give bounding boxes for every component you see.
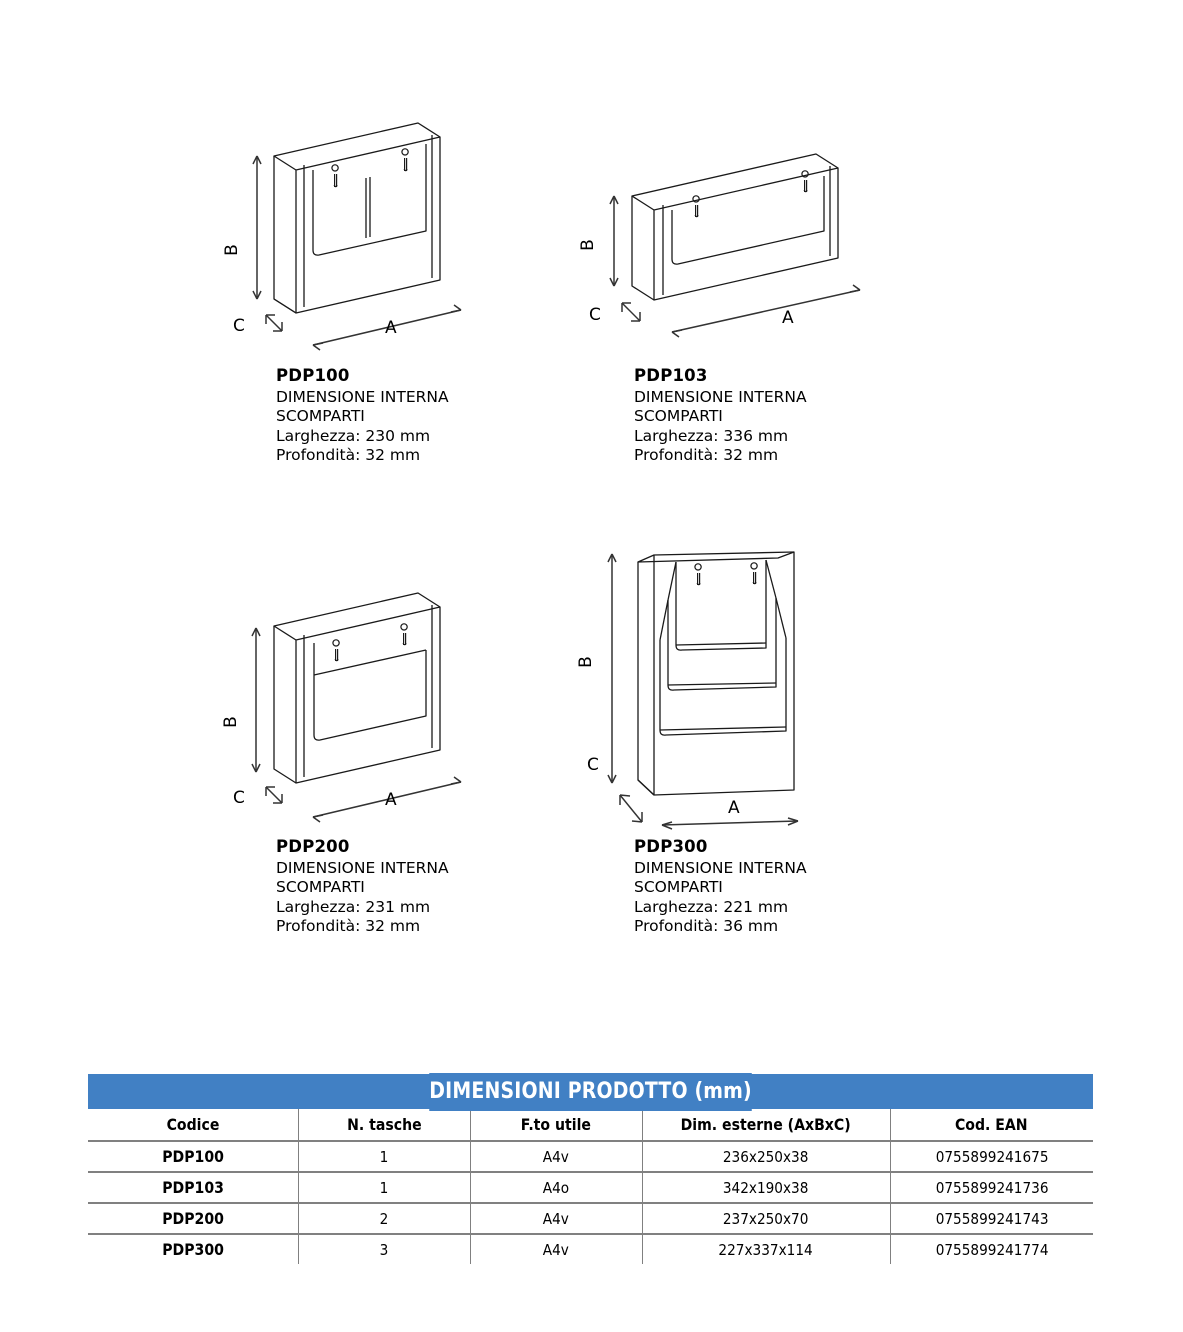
dimension-label-b: B <box>221 244 242 256</box>
cell-ean: 0755899241774 <box>935 1240 1049 1259</box>
cell-codice: PDP200 <box>88 1203 298 1234</box>
cell-esterne: 342x190x38 <box>642 1172 890 1203</box>
keyhole-slot-icon <box>333 640 339 661</box>
table-banner <box>88 1074 1093 1109</box>
spec-heading-line1: DIMENSIONE INTERNA <box>634 858 807 877</box>
spec-profondita: Profondità: 32 mm <box>276 917 421 936</box>
dimension-label-b: B <box>575 656 596 668</box>
product-code: PDP103 <box>634 366 708 385</box>
dimension-arrow-b <box>608 554 616 783</box>
cell-ean: 0755899241675 <box>890 1141 1093 1172</box>
spec-heading-line2: SCOMPARTI <box>276 407 365 426</box>
keyhole-slot-icon <box>693 196 699 217</box>
cell-esterne: 237x250x70 <box>642 1203 890 1234</box>
cell-ean: 0755899241743 <box>890 1203 1093 1234</box>
spec-larghezza: Larghezza: 231 mm <box>276 897 431 916</box>
spec-heading-line1: DIMENSIONE INTERNA <box>634 387 807 406</box>
spec-heading-line1: DIMENSIONE INTERNA <box>276 387 449 406</box>
keyhole-slot-icon <box>332 165 338 187</box>
spec-pdp300 <box>634 836 807 937</box>
cell-esterne: 236x250x38 <box>642 1141 890 1172</box>
table-header-fto: F.to utile <box>470 1109 642 1141</box>
dimension-label-b: B <box>577 239 598 251</box>
spec-larghezza: Larghezza: 221 mm <box>634 897 789 916</box>
cell-fto: A4v <box>470 1141 642 1172</box>
keyhole-slot-icon <box>802 171 808 192</box>
spec-profondita: Profondità: 32 mm <box>276 446 421 465</box>
drawing-pdp103 <box>577 60 906 350</box>
dimension-arrow-a <box>662 818 798 829</box>
dimension-arrow-c <box>622 303 640 321</box>
table-header-esterne: Dim. esterne (AxBxC) <box>642 1109 890 1141</box>
dimensions-table <box>88 1074 1093 1264</box>
spec-pdp100 <box>276 365 449 466</box>
technical-drawing-pdp200 <box>218 540 518 830</box>
dimension-label-c: C <box>233 788 245 808</box>
table-header-row <box>88 1109 1093 1141</box>
dimension-label-a: A <box>385 790 397 810</box>
cell-tasche: 1 <box>298 1141 470 1172</box>
table-header-codice: Codice <box>88 1109 298 1141</box>
spec-heading-line2: SCOMPARTI <box>276 878 365 897</box>
keyhole-slot-icon <box>751 563 757 584</box>
dimension-arrow-c <box>266 315 282 331</box>
drawing-pdp100 <box>221 60 548 350</box>
dimension-label-c: C <box>587 755 599 775</box>
technical-drawing-pdp300 <box>576 540 876 840</box>
product-code: PDP200 <box>276 837 350 856</box>
table-row <box>88 1234 1093 1264</box>
table-banner-title: DIMENSIONI PRODOTTO (mm) <box>429 1073 752 1111</box>
keyhole-slot-icon <box>695 564 701 585</box>
product-card-pdp300 <box>575 540 1026 936</box>
dimension-arrow-c <box>620 795 642 822</box>
dimension-label-a: A <box>728 798 740 818</box>
cell-fto: A4v <box>470 1203 642 1234</box>
spec-larghezza: Larghezza: 230 mm <box>276 426 431 445</box>
dimension-label-c: C <box>589 305 601 325</box>
keyhole-slot-icon <box>402 149 408 171</box>
dimension-label-b: B <box>220 716 241 728</box>
technical-drawing-pdp103 <box>576 60 896 350</box>
table-header-tasche: N. tasche <box>298 1109 470 1141</box>
table-row <box>88 1203 1093 1234</box>
dimension-arrow-b <box>252 628 260 772</box>
cell-esterne: 227x337x114 <box>642 1234 890 1264</box>
cell-tasche: 3 <box>298 1234 470 1264</box>
spec-heading-line2: SCOMPARTI <box>634 407 723 426</box>
drawing-pdp200 <box>220 540 548 830</box>
product-code: PDP300 <box>634 837 708 856</box>
cell-tasche: 1 <box>298 1172 470 1203</box>
product-code: PDP100 <box>276 366 350 385</box>
cell-codice: PDP100 <box>88 1141 298 1172</box>
spec-profondita: Profondità: 32 mm <box>634 446 779 465</box>
table-row <box>88 1141 1093 1172</box>
dimension-arrow-b <box>253 156 261 299</box>
cell-fto: A4v <box>470 1234 642 1264</box>
spec-profondita: Profondità: 36 mm <box>634 917 779 936</box>
technical-drawing-pdp100 <box>218 60 518 350</box>
spec-pdp200 <box>276 836 449 937</box>
dimension-arrow-b <box>610 196 618 286</box>
spec-heading-line1: DIMENSIONE INTERNA <box>276 858 449 877</box>
spec-larghezza: Larghezza: 336 mm <box>634 426 789 445</box>
dimension-arrow-a <box>672 285 860 337</box>
product-card-pdp103 <box>577 60 1026 465</box>
dimension-label-c: C <box>233 316 245 336</box>
spec-pdp103 <box>634 365 807 466</box>
table-header-ean: Cod. EAN <box>890 1109 1093 1141</box>
table-row <box>88 1172 1093 1203</box>
spec-heading-line2: SCOMPARTI <box>634 878 723 897</box>
keyhole-slot-icon <box>401 624 407 645</box>
cell-ean: 0755899241736 <box>890 1172 1093 1203</box>
dimension-label-a: A <box>782 308 794 328</box>
cell-fto: A4o <box>470 1172 642 1203</box>
drawing-pdp300 <box>575 540 906 830</box>
cell-codice: PDP103 <box>88 1172 298 1203</box>
dimensions-table-grid <box>88 1109 1093 1264</box>
dimension-arrow-c <box>266 787 282 803</box>
dimension-label-a: A <box>385 318 397 338</box>
cell-codice: PDP300 <box>88 1234 298 1264</box>
cell-tasche: 2 <box>298 1203 470 1234</box>
